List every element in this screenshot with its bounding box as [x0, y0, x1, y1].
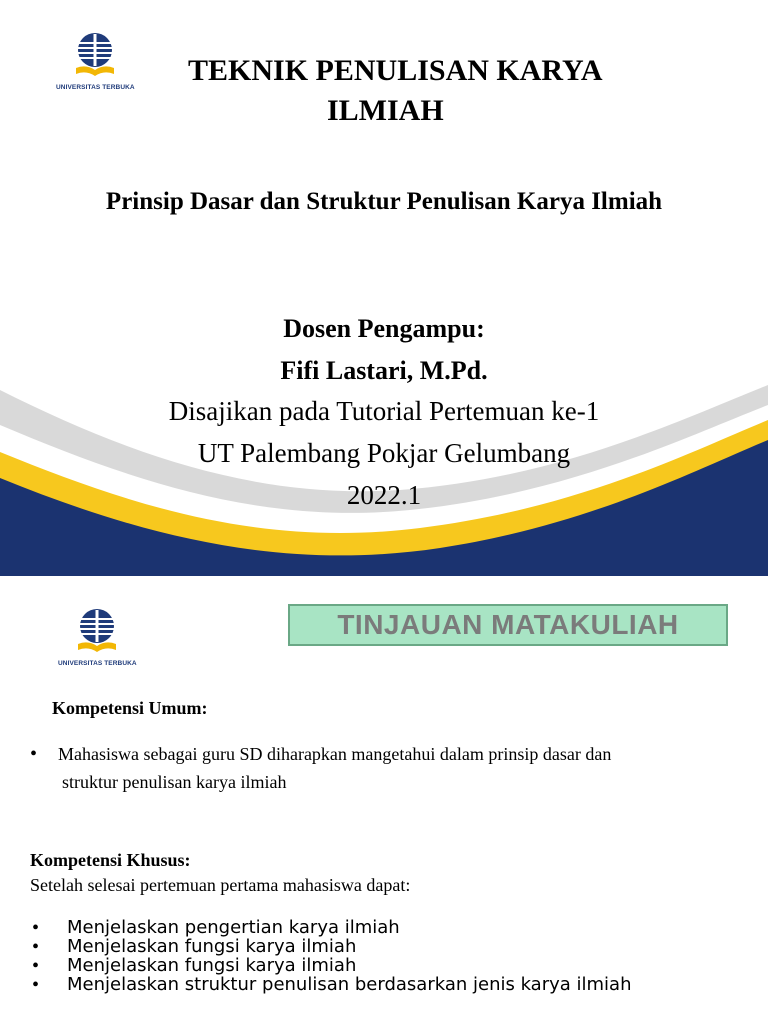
title-line-1: TEKNIK PENULISAN KARYA	[188, 54, 603, 87]
lecturer-name: Fifi Lastari, M.Pd.	[280, 356, 488, 385]
specific-competence-label: Kompetensi Khusus:	[30, 850, 191, 870]
presented-text: Disajikan pada Tutorial Pertemuan ke-1	[168, 396, 600, 426]
specific-item-2: Menjelaskan fungsi karya ilmiah	[67, 936, 357, 957]
location-text: UT Palembang Pokjar Gelumbang	[197, 438, 571, 468]
general-competence-text-1: Mahasiswa sebagai guru SD diharapkan mangetahui dalam prinsip dasar dan	[58, 744, 612, 764]
specific-competence-intro: Setelah selesai pertemuan pertama mahasiswa dapat:	[30, 875, 411, 895]
section-heading: TINJAUAN MATAKULIAH	[288, 604, 728, 646]
ut-logo	[74, 606, 120, 658]
title-line-2: ILMIAH	[327, 94, 444, 127]
lecturer-label: Dosen Pengampu:	[283, 314, 485, 343]
bullet-icon: •	[30, 743, 38, 765]
specific-item-4: Menjelaskan struktur penulisan berdasarkan jenis karya ilmiah	[67, 974, 632, 995]
logo-caption: UNIVERSITAS TERBUKA	[58, 660, 137, 667]
bullet-icon: •	[32, 917, 40, 939]
general-competence-label: Kompetensi Umum:	[52, 698, 208, 718]
ut-logo	[72, 30, 118, 82]
bullet-icon: •	[32, 936, 40, 958]
general-competence-text-2: struktur penulisan karya ilmiah	[62, 772, 287, 792]
specific-item-1: Menjelaskan pengertian karya ilmiah	[67, 917, 400, 938]
logo-caption: UNIVERSITAS TERBUKA	[56, 84, 135, 91]
subtitle: Prinsip Dasar dan Struktur Penulisan Karya Ilmiah	[105, 188, 663, 215]
year-text: 2022.1	[346, 480, 422, 510]
overview-slide	[0, 578, 768, 1024]
bullet-icon: •	[32, 974, 40, 996]
bullet-icon: •	[32, 955, 40, 977]
specific-item-3: Menjelaskan fungsi karya ilmiah	[67, 955, 357, 976]
